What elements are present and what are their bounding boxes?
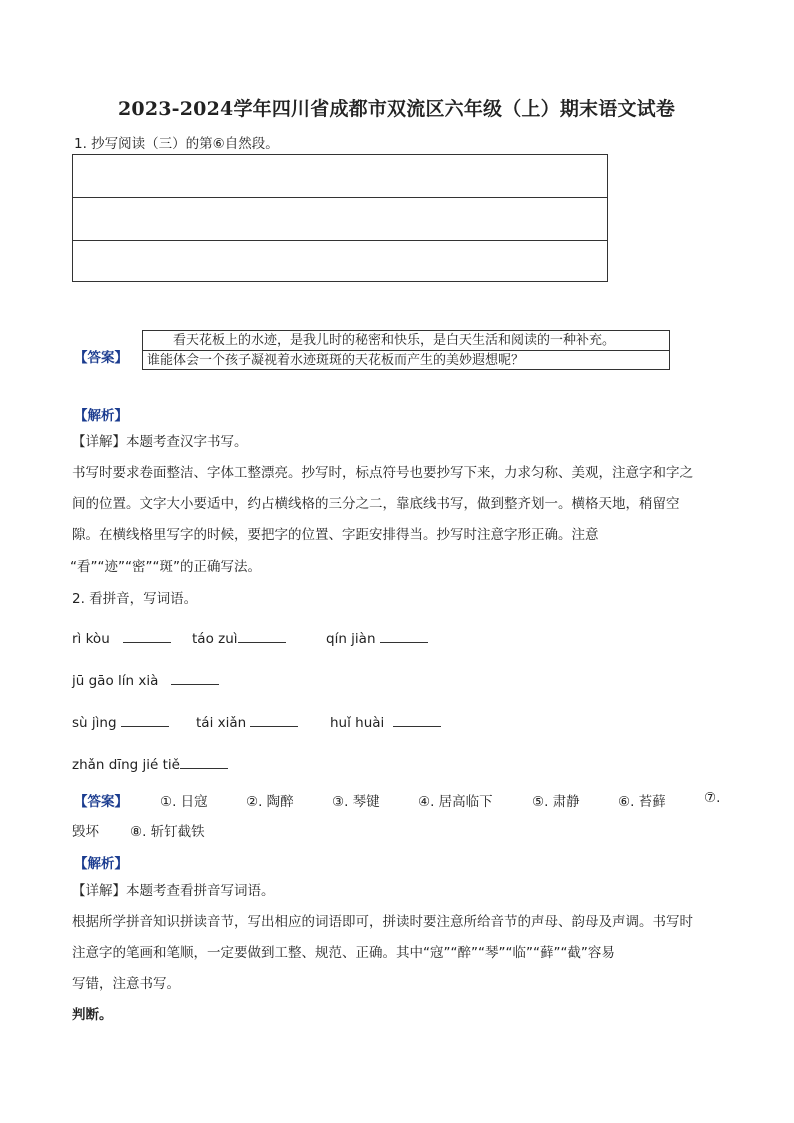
explanation-line: 写错，注意书写。: [72, 976, 180, 992]
explanation-line: 间的位置。文字大小要适中，约占横线格的三分之二，靠底线书写，做到整齐划一。横格天地，稍留空: [72, 496, 680, 512]
pinyin-item: táo zuì: [192, 628, 286, 647]
answer-box: [142, 330, 670, 370]
page-title: 2023-2024学年四川省成都市双流区六年级（上）期末语文试卷: [118, 98, 676, 120]
pinyin-item: tái xiǎn: [196, 712, 298, 731]
explanation-line: 根据所学拼音知识拼读音节，写出相应的词语即可，拼读时要注意所给音节的声母、韵母及声调。书写时: [72, 914, 693, 930]
pinyin-item: rì kòu: [72, 628, 171, 647]
pinyin-item: qín jiàn: [326, 628, 428, 647]
answer-item: ⑥. 苔藓: [618, 794, 666, 810]
pinyin-item: zhǎn dīng jié tiě: [72, 754, 228, 773]
grid-line: [73, 197, 607, 198]
answer-label: 【答案】: [74, 350, 128, 366]
answer-item: ⑧. 斩钉截铁: [130, 824, 205, 840]
analysis-label: 【解析】: [74, 408, 128, 424]
pinyin-item: huǐ huài: [330, 712, 441, 731]
answer-blank[interactable]: [250, 712, 298, 727]
answer-blank[interactable]: [121, 712, 169, 727]
detail-heading: 【详解】本题考查看拼音写词语。: [72, 883, 275, 899]
answer-item: ③. 琴键: [332, 794, 380, 810]
answer-blank[interactable]: [123, 628, 171, 643]
analysis-label: 【解析】: [74, 856, 128, 872]
answer-item: 毁坏: [72, 824, 99, 840]
answer-blank[interactable]: [180, 754, 228, 769]
answer-label: 【答案】: [74, 794, 128, 810]
grid-line: [73, 240, 607, 241]
answer-blank[interactable]: [393, 712, 441, 727]
answer-item: ⑤. 肃静: [532, 794, 580, 810]
answer-blank[interactable]: [380, 628, 428, 643]
answer-item: ④. 居高临下: [418, 794, 493, 810]
explanation-line: “看”“迹”“密”“斑”的正确写法。: [70, 559, 261, 575]
question-3-prompt: 判断。: [72, 1007, 113, 1023]
pinyin-item: sù jìng: [72, 712, 169, 731]
answer-blank[interactable]: [238, 628, 286, 643]
explanation-line: 隙。在横线格里写字的时候，要把字的位置、字距安排得当。抄写时注意字形正确。注意: [72, 527, 599, 543]
answer-blank[interactable]: [171, 670, 219, 685]
explanation-line: 注意字的笔画和笔顺，一定要做到工整、规范、正确。其中“寇”“醉”“琴”“临”“藓”“截”容易: [72, 945, 615, 961]
answer-line-2: 谁能体会一个孩子凝视着水迹斑斑的天花板而产生的美妙遐想呢？: [143, 350, 669, 370]
answer-item: ⑦.: [704, 790, 721, 806]
detail-heading: 【详解】本题考查汉字书写。: [72, 434, 248, 450]
question-2-prompt: 2. 看拼音，写词语。: [72, 591, 198, 607]
pinyin-item: jū gāo lín xià: [72, 670, 219, 689]
answer-item: ②. 陶醉: [246, 794, 294, 810]
writing-grid: [72, 154, 608, 282]
explanation-line: 书写时要求卷面整洁、字体工整漂亮。抄写时，标点符号也要抄写下来，力求匀称、美观，注意字和字之: [72, 465, 693, 481]
answer-item: ①. 日寇: [160, 794, 208, 810]
answer-line-1: 看天花板上的水迹，是我儿时的秘密和快乐，是白天生活和阅读的一种补充。: [147, 333, 616, 348]
question-1-prompt: 1. 抄写阅读（三）的第⑥自然段。: [74, 136, 279, 152]
